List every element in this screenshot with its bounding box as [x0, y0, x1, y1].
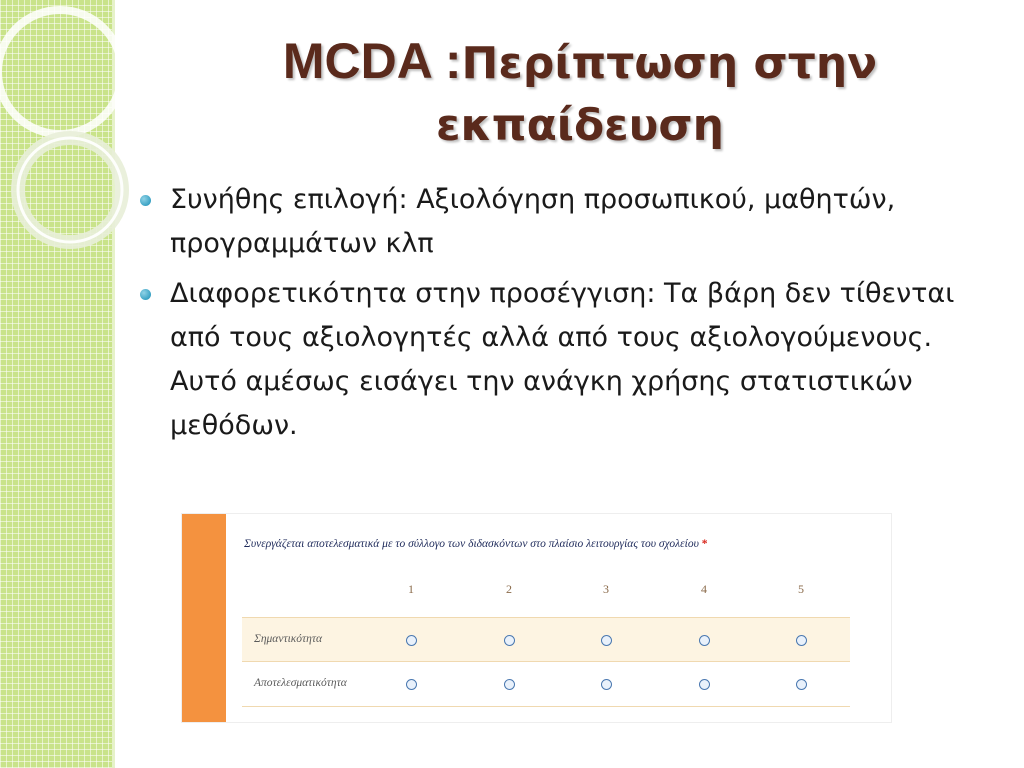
bullet-text: Συνήθης επιλογή: Αξιολόγηση προσωπικού, μαθητών, προγραμμάτων κλπ [170, 184, 896, 259]
decorative-rings [0, 0, 160, 260]
row-label: Αποτελεσματικότητα [254, 677, 347, 689]
survey-question-text: Συνεργάζεται αποτελεσματικά με το σύλλογο των διδασκόντων στο πλαίσιο λειτουργίας του σχολείου [244, 538, 699, 550]
row-label: Σημαντικότητα [254, 633, 323, 645]
survey-screenshot [181, 513, 892, 723]
radio-effectiveness-1[interactable] [406, 679, 417, 690]
bullet-text: Διαφορετικότητα στην προσέγγιση: Τα βάρη δεν τίθενται από τους αξιολογητές αλλά από τους αξιολογούμενους. Αυτό αμέσως εισάγει την ανάγκη χρήσης στατιστικών μεθόδων. [170, 278, 955, 441]
radio-importance-3[interactable] [601, 635, 612, 646]
scale-header-4: 4 [701, 582, 707, 596]
radio-effectiveness-4[interactable] [699, 679, 710, 690]
scale-header-2: 2 [506, 582, 512, 596]
required-mark: * [701, 538, 708, 550]
bullet-item [138, 272, 998, 448]
radio-effectiveness-5[interactable] [796, 679, 807, 690]
scale-header-3: 3 [603, 582, 609, 596]
radio-effectiveness-2[interactable] [504, 679, 515, 690]
bullet-dot-icon [140, 289, 151, 300]
slide-title [150, 30, 1010, 157]
bullet-dot-icon [140, 195, 151, 206]
radio-importance-5[interactable] [796, 635, 807, 646]
scale-header-5: 5 [798, 582, 804, 596]
bullet-item [138, 178, 998, 266]
radio-effectiveness-3[interactable] [601, 679, 612, 690]
survey-question [244, 538, 707, 550]
radio-importance-2[interactable] [504, 635, 515, 646]
radio-importance-4[interactable] [699, 635, 710, 646]
scale-header-1: 1 [408, 582, 414, 596]
radio-importance-1[interactable] [406, 635, 417, 646]
survey-row-effectiveness [242, 662, 850, 707]
title-text: Περίπτωση στην εκπαίδευση [436, 38, 878, 151]
survey-accent-stripe [182, 514, 226, 722]
survey-row-importance [242, 617, 850, 662]
bullet-list [138, 178, 998, 454]
title-acronym: MCDA : [282, 33, 462, 89]
